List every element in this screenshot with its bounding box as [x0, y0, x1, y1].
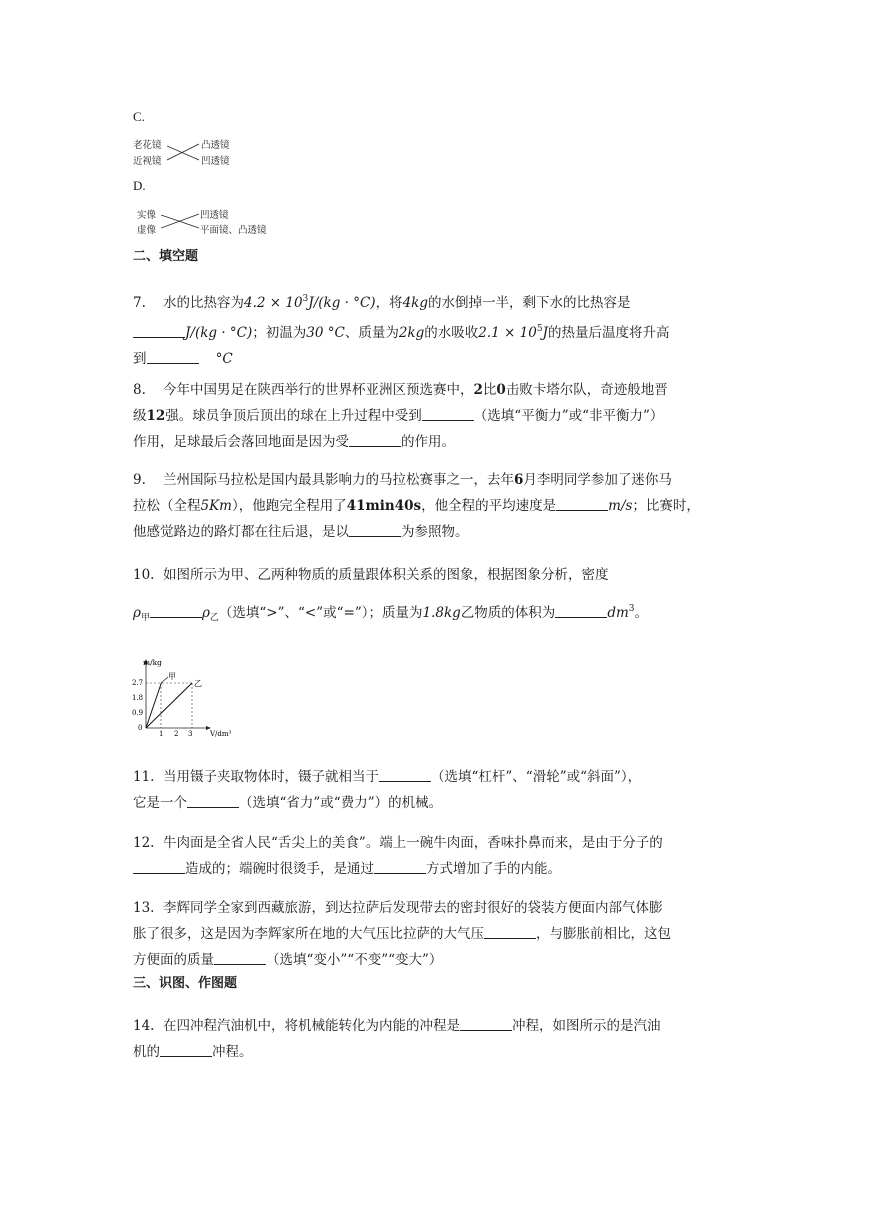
q8-text-5: 强。球员争顶后顶出的球在上升过程中受到: [165, 408, 422, 424]
q8-text-3: 击败卡塔尔队，奇迹般地晋: [505, 382, 668, 398]
q7-text-7: 的热量后温度将升高: [547, 325, 670, 341]
q8-text-8: 的作用。: [401, 434, 455, 450]
option-c-diagram: [133, 136, 243, 170]
option-c-right-1: 凸透镜: [201, 140, 230, 151]
q9-distance: 5Km: [200, 498, 232, 514]
mass-volume-graph: [130, 656, 250, 738]
q7-math-6-unit: J: [542, 325, 548, 341]
q9-unit: m/s: [608, 498, 633, 514]
q9-text-6: ；比赛时，: [632, 498, 700, 514]
series-label-jia: 甲: [168, 672, 176, 681]
q7-text-8: 到: [133, 351, 147, 367]
question-9-number: 9.: [133, 472, 146, 488]
q8-blank-2[interactable]: [349, 432, 401, 447]
q9-time: 41min40s: [346, 498, 422, 514]
q7-math-2: 4kg: [402, 295, 428, 311]
q7-text-4: ；初温为: [252, 325, 307, 341]
q10-blank-1[interactable]: [150, 603, 202, 618]
q13-text-2: 胀了很多，这是因为李辉家所在地的大气压比拉萨的大气压: [133, 926, 484, 942]
question-11-number: 11.: [133, 769, 155, 785]
q11-text-1: 当用镊子夹取物体时，镊子就相当于: [163, 769, 379, 785]
q10-blank-2[interactable]: [555, 603, 607, 618]
x-axis-label: V/dm³: [210, 730, 232, 738]
q14-blank-1[interactable]: [460, 1016, 512, 1031]
q8-score-1: 2: [473, 382, 483, 398]
question-10: [133, 558, 733, 635]
series-line-yi: [146, 683, 192, 728]
q8-text-7: 作用，足球最后会落回地面是因为受: [133, 434, 349, 450]
q9-text-1: 兰州国际马拉松是国内最具影响力的马拉松赛事之一，去年: [163, 472, 514, 488]
q13-text-1: 李辉同学全家到西藏旅游，到达拉萨后发现带去的密封很好的袋装方便面内部气体膨: [163, 900, 663, 916]
q7-math-6: 2.1 × 10: [478, 325, 537, 341]
q8-text-2: 比: [482, 382, 497, 398]
q12-text-3: 方式增加了手的内能。: [426, 861, 561, 877]
q14-text-2: 冲程，如图所示的是汽油: [512, 1018, 661, 1034]
question-12: [133, 830, 733, 882]
option-d-cross-lines: [161, 208, 201, 232]
q9-text-4: ），他跑完全程用了: [231, 498, 347, 514]
q11-text-3: 它是一个: [133, 795, 187, 811]
q8-text-6: （选填“平衡力”或“非平衡力”）: [473, 408, 664, 424]
option-c-right-2: 凹透镜: [201, 156, 230, 167]
q10-rho-2: ρ: [201, 605, 210, 621]
q13-text-3: ，与膨胀前相比，这包: [536, 926, 671, 942]
q7-math-1-exp: 3: [302, 294, 309, 304]
q9-blank-1[interactable]: [556, 496, 608, 511]
q12-blank-1[interactable]: [133, 859, 185, 874]
q7-blank-2[interactable]: [147, 349, 199, 364]
q7-heat: [478, 325, 548, 341]
q8-text-4: 级: [133, 408, 147, 424]
option-d-right-1: 凹透镜: [200, 210, 229, 221]
x-tick-1: 1: [159, 730, 164, 738]
q13-text-4: 方便面的质量: [133, 952, 214, 968]
y-tick-0: 0: [138, 724, 143, 732]
y-tick-1.8: 1.8: [132, 694, 144, 702]
q10-unit-exp: 3: [628, 604, 635, 614]
q7-math-1: 4.2 × 10: [244, 295, 303, 311]
question-10-number: 10.: [133, 567, 155, 583]
option-c-cross-lines: [167, 138, 201, 164]
x-tick-3: 3: [188, 730, 193, 738]
question-8: [133, 377, 733, 455]
question-14-number: 14.: [133, 1018, 155, 1034]
section-drawing-heading: 三、识图、作图题: [133, 976, 238, 991]
q13-blank-1[interactable]: [484, 924, 536, 939]
q8-score-2: 0: [496, 382, 506, 398]
q10-rho-jia: [133, 605, 150, 621]
q9-text-8: 为参照物。: [401, 524, 469, 540]
q7-text-2: ，将: [375, 295, 403, 311]
jia-leader-line: [161, 677, 168, 683]
option-d-label: D.: [133, 178, 146, 193]
q8-number-12: 12: [146, 408, 166, 424]
q14-text-3: 机的: [133, 1044, 160, 1060]
question-9: [133, 467, 733, 545]
option-c-left-1: 老花镜: [133, 140, 162, 151]
q7-math-7: °C: [215, 351, 233, 367]
y-tick-2.7: 2.7: [132, 679, 144, 687]
q7-math-5: 2kg: [398, 325, 425, 341]
q7-math-3: J/(kg · °C): [185, 325, 253, 341]
q9-text-2: 月李明同学参加了迷你马: [523, 472, 672, 488]
q11-blank-1[interactable]: [379, 767, 431, 782]
q9-text-5: ，他全程的平均速度是: [421, 498, 557, 514]
q10-unit: dm: [607, 605, 629, 621]
question-8-number: 8.: [133, 382, 146, 398]
option-d-left-1: 实像: [137, 210, 157, 221]
q7-blank-1[interactable]: [133, 323, 185, 338]
q7-math-4: 30 °C: [306, 325, 345, 341]
q7-math-6-exp: 5: [536, 324, 543, 334]
q9-month: 6: [514, 472, 524, 488]
q10-rho-2-sub: 乙: [209, 613, 219, 623]
q7-text-5: 、质量为: [344, 325, 399, 341]
q12-text-2: 造成的；端碗时很烫手，是通过: [185, 861, 374, 877]
option-d-right-2: 平面镜、凸透镜: [200, 225, 267, 236]
q11-text-2: （选填“杠杆”、“滑轮”或“斜面”），: [431, 769, 642, 785]
question-7: [133, 286, 733, 372]
q7-text-3: 的水倒掉一半，剩下水的比热容是: [427, 295, 631, 311]
series-label-yi: 乙: [194, 679, 202, 688]
q11-blank-2[interactable]: [187, 793, 239, 808]
q9-text-3: 拉松（全程: [133, 498, 201, 514]
series-line-jia: [146, 683, 161, 728]
question-13: [133, 895, 733, 973]
q12-blank-2[interactable]: [374, 859, 426, 874]
q10-text-3: 乙物质的体积为: [460, 605, 556, 621]
q7-text-1: 水的比热容为: [163, 295, 244, 311]
q9-text-7: 他感觉路边的路灯都在往后退，是以: [133, 524, 349, 540]
q7-text-6: 的水吸收: [424, 325, 479, 341]
question-11: [133, 764, 733, 816]
q12-text-1: 牛肉面是全省人民“舌尖上的美食”。端上一碗牛肉面，香味扑鼻而来，是由于分子的: [163, 835, 663, 851]
q11-text-4: （选填“省力”或“费力”）的机械。: [239, 795, 443, 811]
question-7-number: 7.: [133, 295, 146, 311]
option-c-label: C.: [133, 109, 145, 124]
q7-specific-heat: [244, 295, 376, 311]
x-tick-2: 2: [174, 730, 179, 738]
q14-text-1: 在四冲程汽油机中，将机械能转化为内能的冲程是: [163, 1018, 460, 1034]
question-14: [133, 1013, 733, 1065]
q10-mass: 1.8kg: [422, 605, 461, 621]
q10-text-4: 。: [634, 605, 648, 621]
question-13-number: 13.: [133, 900, 155, 916]
q14-blank-2[interactable]: [160, 1042, 212, 1057]
q13-text-5: （选填“变小”“不变”“变大”）: [266, 952, 443, 968]
q10-rho-yi: [202, 605, 219, 621]
q10-rho-1-sub: 甲: [140, 613, 150, 623]
q10-text-2: （选填“>”、“<”或“=”）；质量为: [218, 605, 423, 621]
q10-rho-1: ρ: [133, 605, 141, 621]
y-axis-label: m/kg: [143, 658, 162, 667]
q14-text-4: 冲程。: [212, 1044, 253, 1060]
option-d-left-2: 虚像: [137, 225, 157, 236]
q8-text-1: 今年中国男足在陕西举行的世界杯亚洲区预选赛中，: [163, 382, 474, 398]
question-12-number: 12.: [133, 835, 155, 851]
section-fill-heading: 二、填空题: [133, 249, 199, 264]
q9-blank-2[interactable]: [349, 522, 401, 537]
q10-text-1: 如图所示为甲、乙两种物质的质量跟体积关系的图象，根据图象分析，密度: [163, 567, 609, 583]
option-c-left-2: 近视镜: [133, 156, 162, 167]
option-d-diagram: [133, 206, 273, 236]
q7-math-1-unit: J/(kg · °C): [308, 295, 376, 311]
q13-blank-2[interactable]: [214, 950, 266, 965]
q10-volume-unit: [607, 605, 634, 621]
q8-blank-1[interactable]: [422, 406, 474, 421]
y-tick-0.9: 0.9: [132, 709, 144, 717]
